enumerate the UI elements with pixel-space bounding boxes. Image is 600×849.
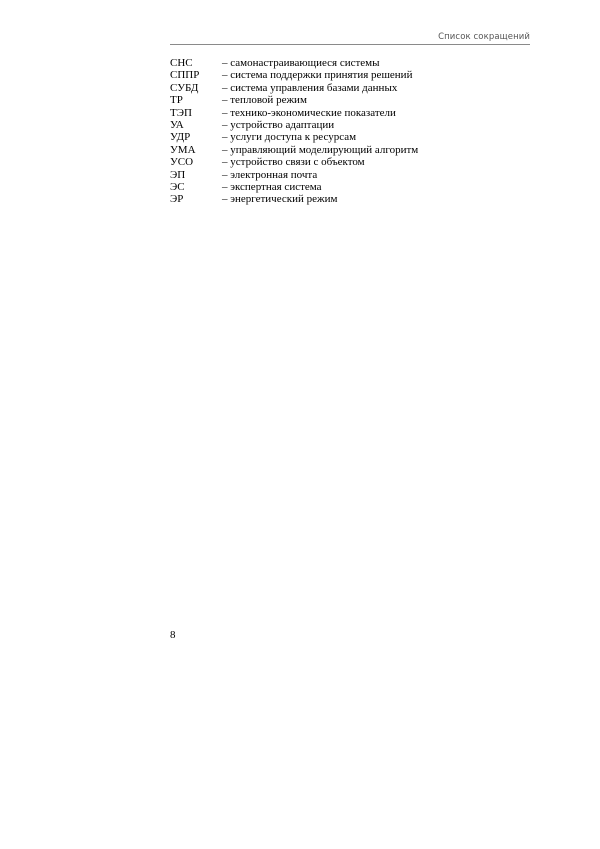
abbreviation-definition: – управляющий моделирующий алгоритм <box>222 143 419 156</box>
abbreviation-row <box>170 169 530 181</box>
abbreviation-row <box>170 119 530 131</box>
abbreviation-definition: – система управления базами данных <box>222 81 398 94</box>
abbreviation-term: СППР <box>170 69 200 82</box>
abbreviation-term: СНС <box>170 57 193 69</box>
abbreviation-row <box>170 131 530 143</box>
abbreviation-definition: – энергетический режим <box>222 193 338 206</box>
abbreviation-row <box>170 69 530 81</box>
abbreviation-term: ЭС <box>170 181 185 194</box>
abbreviation-definition: – технико-экономические показатели <box>222 106 396 119</box>
abbreviation-row <box>170 156 530 168</box>
abbreviation-definition: – устройство связи с объектом <box>222 156 365 169</box>
abbreviation-term: ТР <box>170 94 183 107</box>
abbreviation-term: ЭР <box>170 193 184 206</box>
abbreviation-row <box>170 82 530 94</box>
abbreviation-term: ЭП <box>170 168 186 181</box>
abbreviation-definition: – самонастраивающиеся системы <box>222 57 380 69</box>
running-title: Список сокращений <box>438 32 530 42</box>
page-number: 8 <box>170 629 176 641</box>
running-header <box>170 31 530 45</box>
abbreviation-definition: – тепловой режим <box>222 94 307 107</box>
abbreviation-term: УМА <box>170 143 196 156</box>
abbreviation-list <box>170 57 530 206</box>
abbreviation-definition: – услуги доступа к ресурсам <box>222 131 357 144</box>
abbreviation-row <box>170 107 530 119</box>
abbreviation-term: ТЭП <box>170 106 192 119</box>
abbreviation-term: УСО <box>170 156 194 169</box>
abbreviation-definition: – система поддержки принятия решений <box>222 69 413 82</box>
abbreviation-definition: – устройство адаптации <box>222 119 335 132</box>
abbreviation-term: УА <box>170 119 184 132</box>
abbreviation-row <box>170 181 530 193</box>
abbreviation-row <box>170 144 530 156</box>
abbreviation-row <box>170 94 530 106</box>
abbreviation-row <box>170 193 530 205</box>
abbreviation-definition: – экспертная система <box>222 181 322 194</box>
abbreviation-term: УДР <box>170 131 191 144</box>
abbreviation-term: СУБД <box>170 81 199 94</box>
abbreviation-row <box>170 57 530 69</box>
abbreviation-definition: – электронная почта <box>222 168 318 181</box>
